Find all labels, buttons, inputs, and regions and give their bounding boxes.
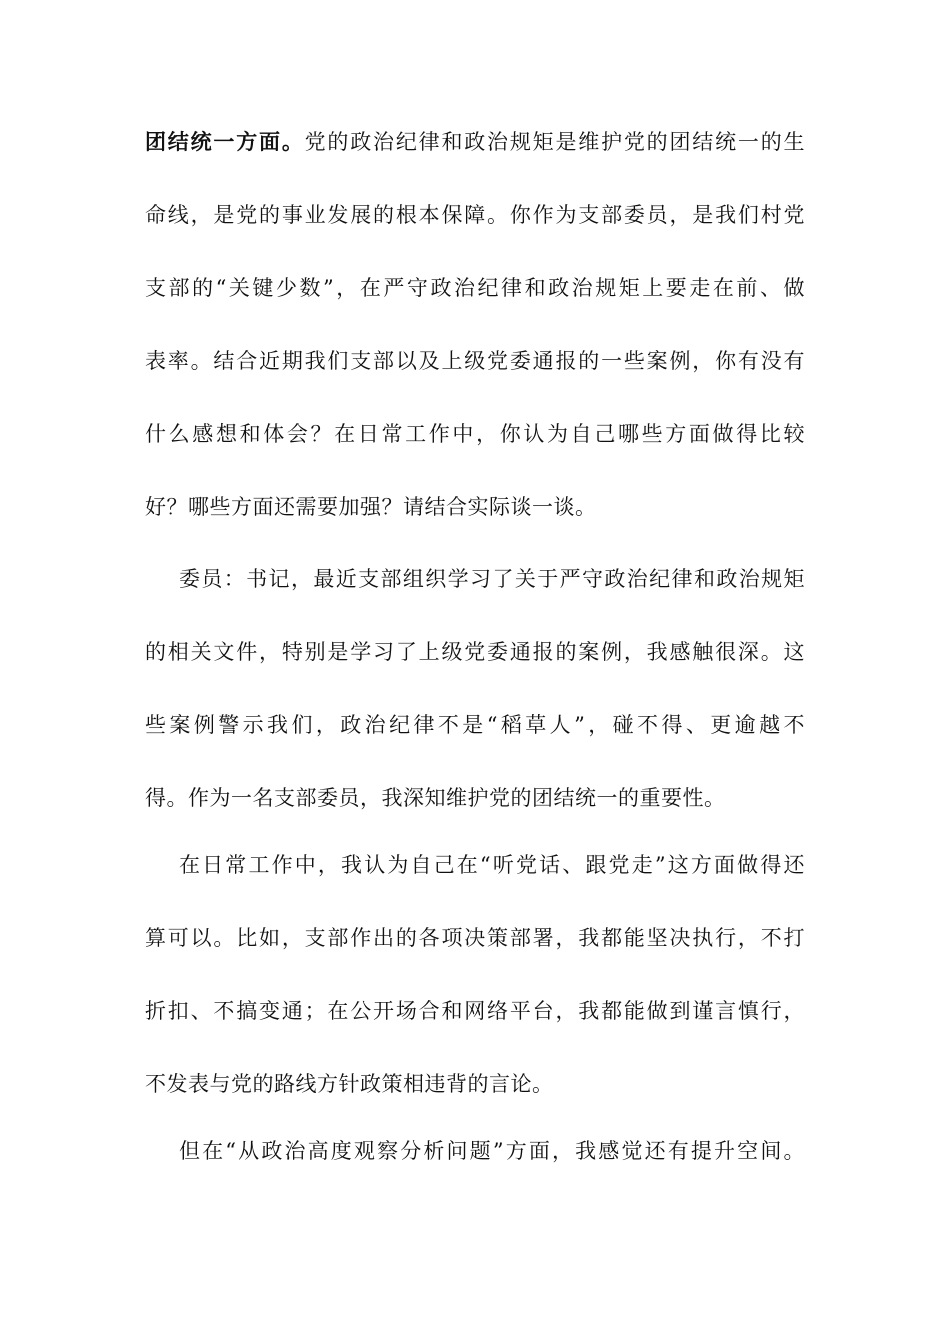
paragraph-1-line-6: 好？哪些方面还需要加强？请结合实际谈一谈。 (145, 495, 597, 519)
paragraph-1-line-5: 什么感想和体会？在日常工作中，你认为自己哪些方面做得比较 (145, 422, 805, 446)
paragraph-3-line-4: 不发表与党的路线方针政策相违背的言论。 (145, 1072, 554, 1096)
paragraph-4-line-1: 但在“从政治高度观察分析问题”方面，我感觉还有提升空间。 (179, 1139, 805, 1163)
paragraph-3-line-1: 在日常工作中，我认为自己在“听党话、跟党走”这方面做得还 (179, 853, 805, 877)
paragraph-1-line-2: 命线，是党的事业发展的根本保障。你作为支部委员，是我们村党 (145, 203, 805, 227)
paragraph-1-line-4: 表率。结合近期我们支部以及上级党委通报的一些案例，你有没有 (145, 349, 805, 373)
paragraph-2-line-3: 些案例警示我们，政治纪律不是“稻草人”，碰不得、更逾越不 (145, 713, 805, 737)
paragraph-2-line-1: 委员：书记，最近支部组织学习了关于严守政治纪律和政治规矩 (179, 567, 805, 591)
paragraph-1-line-1-text: 党的政治纪律和政治规矩是维护党的团结统一的生 (304, 130, 805, 154)
section-heading: 团结统一方面。 (145, 129, 305, 154)
paragraph-2-line-2: 的相关文件，特别是学习了上级党委通报的案例，我感触很深。这 (145, 640, 805, 664)
paragraph-3-line-3: 折扣、不搞变通；在公开场合和网络平台，我都能做到谨言慎行， (145, 999, 805, 1023)
paragraph-3-line-2: 算可以。比如，支部作出的各项决策部署，我都能坚决执行，不打 (145, 926, 805, 950)
paragraph-2-line-4: 得。作为一名支部委员，我深知维护党的团结统一的重要性。 (145, 786, 726, 810)
paragraph-1-line-1 (145, 127, 805, 157)
paragraph-1-line-3: 支部的“关键少数”，在严守政治纪律和政治规矩上要走在前、做 (145, 276, 805, 300)
